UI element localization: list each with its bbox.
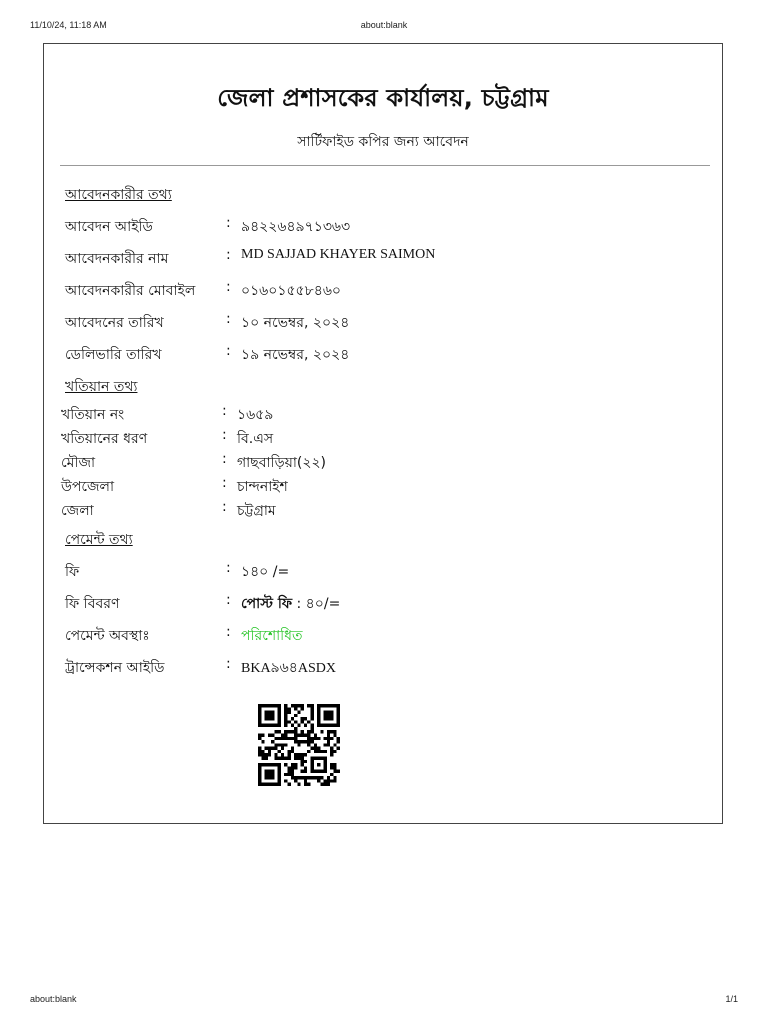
row-khatian-type [61,427,681,447]
colon: : [226,624,231,640]
row-application-id [65,215,685,237]
value-applicant-mobile: ০১৬০১৫৫৮৪৬০ [241,283,342,299]
fee-detail-amount: : ৪০/= [292,596,341,612]
label-applicant-mobile: আবেদনকারীর মোবাইল [65,283,196,299]
row-payment-status [65,624,685,646]
footer-url: about:blank [30,994,77,1004]
row-transaction-id [65,656,685,678]
value-delivery-date: ১৯ নভেম্বর, ২০২৪ [241,347,350,363]
colon: : [226,215,231,231]
row-applicant-name [65,247,685,269]
colon: : [226,560,231,576]
value-khatian-no: ১৬৫৯ [237,407,274,423]
label-khatian-type: খতিয়ানের ধরণ [61,431,148,447]
colon: : [222,427,227,443]
label-application-date: আবেদনের তারিখ [65,315,164,331]
document-frame [43,43,723,824]
row-delivery-date [65,343,685,365]
colon: : [222,499,227,515]
row-fee [65,560,685,582]
value-district: চট্টগ্রাম [237,503,276,519]
value-fee-detail [241,592,340,616]
row-khatian-no [61,403,681,423]
colon: : [226,311,231,327]
document-subtitle: সার্টিফাইড কপির জন্য আবেদন [297,134,469,150]
value-upazila: চান্দনাইশ [237,479,288,495]
footer-page-number: 1/1 [725,994,738,1004]
row-applicant-mobile [65,279,685,301]
fee-detail-name: পোস্ট ফি [241,596,293,612]
colon: : [222,475,227,491]
colon: : [226,343,231,359]
value-application-date: ১০ নভেম্বর, ২০২৪ [241,315,350,331]
label-delivery-date: ডেলিভারি তারিখ [65,347,162,363]
value-fee: ১৪০ /= [241,564,290,580]
section-title-payment: পেমেন্ট তথ্য [65,532,133,548]
value-transaction-id: BKA৯৬৪ASDX [241,661,336,676]
row-application-date [65,311,685,333]
value-khatian-type: বি.এস [237,431,274,447]
value-payment-status: পরিশোধিত [241,628,303,644]
print-page-title: about:blank [360,20,408,30]
row-mouza [61,451,681,471]
label-payment-status: পেমেন্ট অবস্থাঃ [65,628,150,644]
label-fee: ফি [65,564,80,580]
value-mouza: গাছবাড়িয়া(২২) [237,455,327,471]
qr-code [258,704,340,786]
label-transaction-id: ট্রান্সেকশন আইডি [65,660,165,676]
colon: : [222,403,227,419]
value-applicant-name: MD SAJJAD KHAYER SAIMON [241,247,436,262]
label-district: জেলা [61,503,94,519]
colon: : [226,592,231,608]
label-upazila: উপজেলা [61,479,115,495]
label-mouza: মৌজা [61,455,96,471]
colon: : [226,656,231,672]
colon: : [222,451,227,467]
label-application-id: আবেদন আইডি [65,219,153,235]
section-title-applicant: আবেদনকারীর তথ্য [65,187,172,203]
office-title: জেলা প্রশাসকের কার্যালয়, চট্টগ্রাম [217,84,549,112]
colon: : [226,247,231,263]
row-fee-detail [65,592,685,614]
print-datetime: 11/10/24, 11:18 AM [30,20,107,30]
section-title-khatian: খতিয়ান তথ্য [65,379,138,395]
colon: : [226,279,231,295]
header-divider [60,165,710,166]
label-khatian-no: খতিয়ান নং [61,407,125,423]
row-upazila [61,475,681,495]
row-district [61,499,681,519]
value-application-id: ৯৪২২৬৪৯৭১৩৬৩ [241,219,351,235]
label-fee-detail: ফি বিবরণ [65,596,120,612]
label-applicant-name: আবেদনকারীর নাম [65,251,169,267]
